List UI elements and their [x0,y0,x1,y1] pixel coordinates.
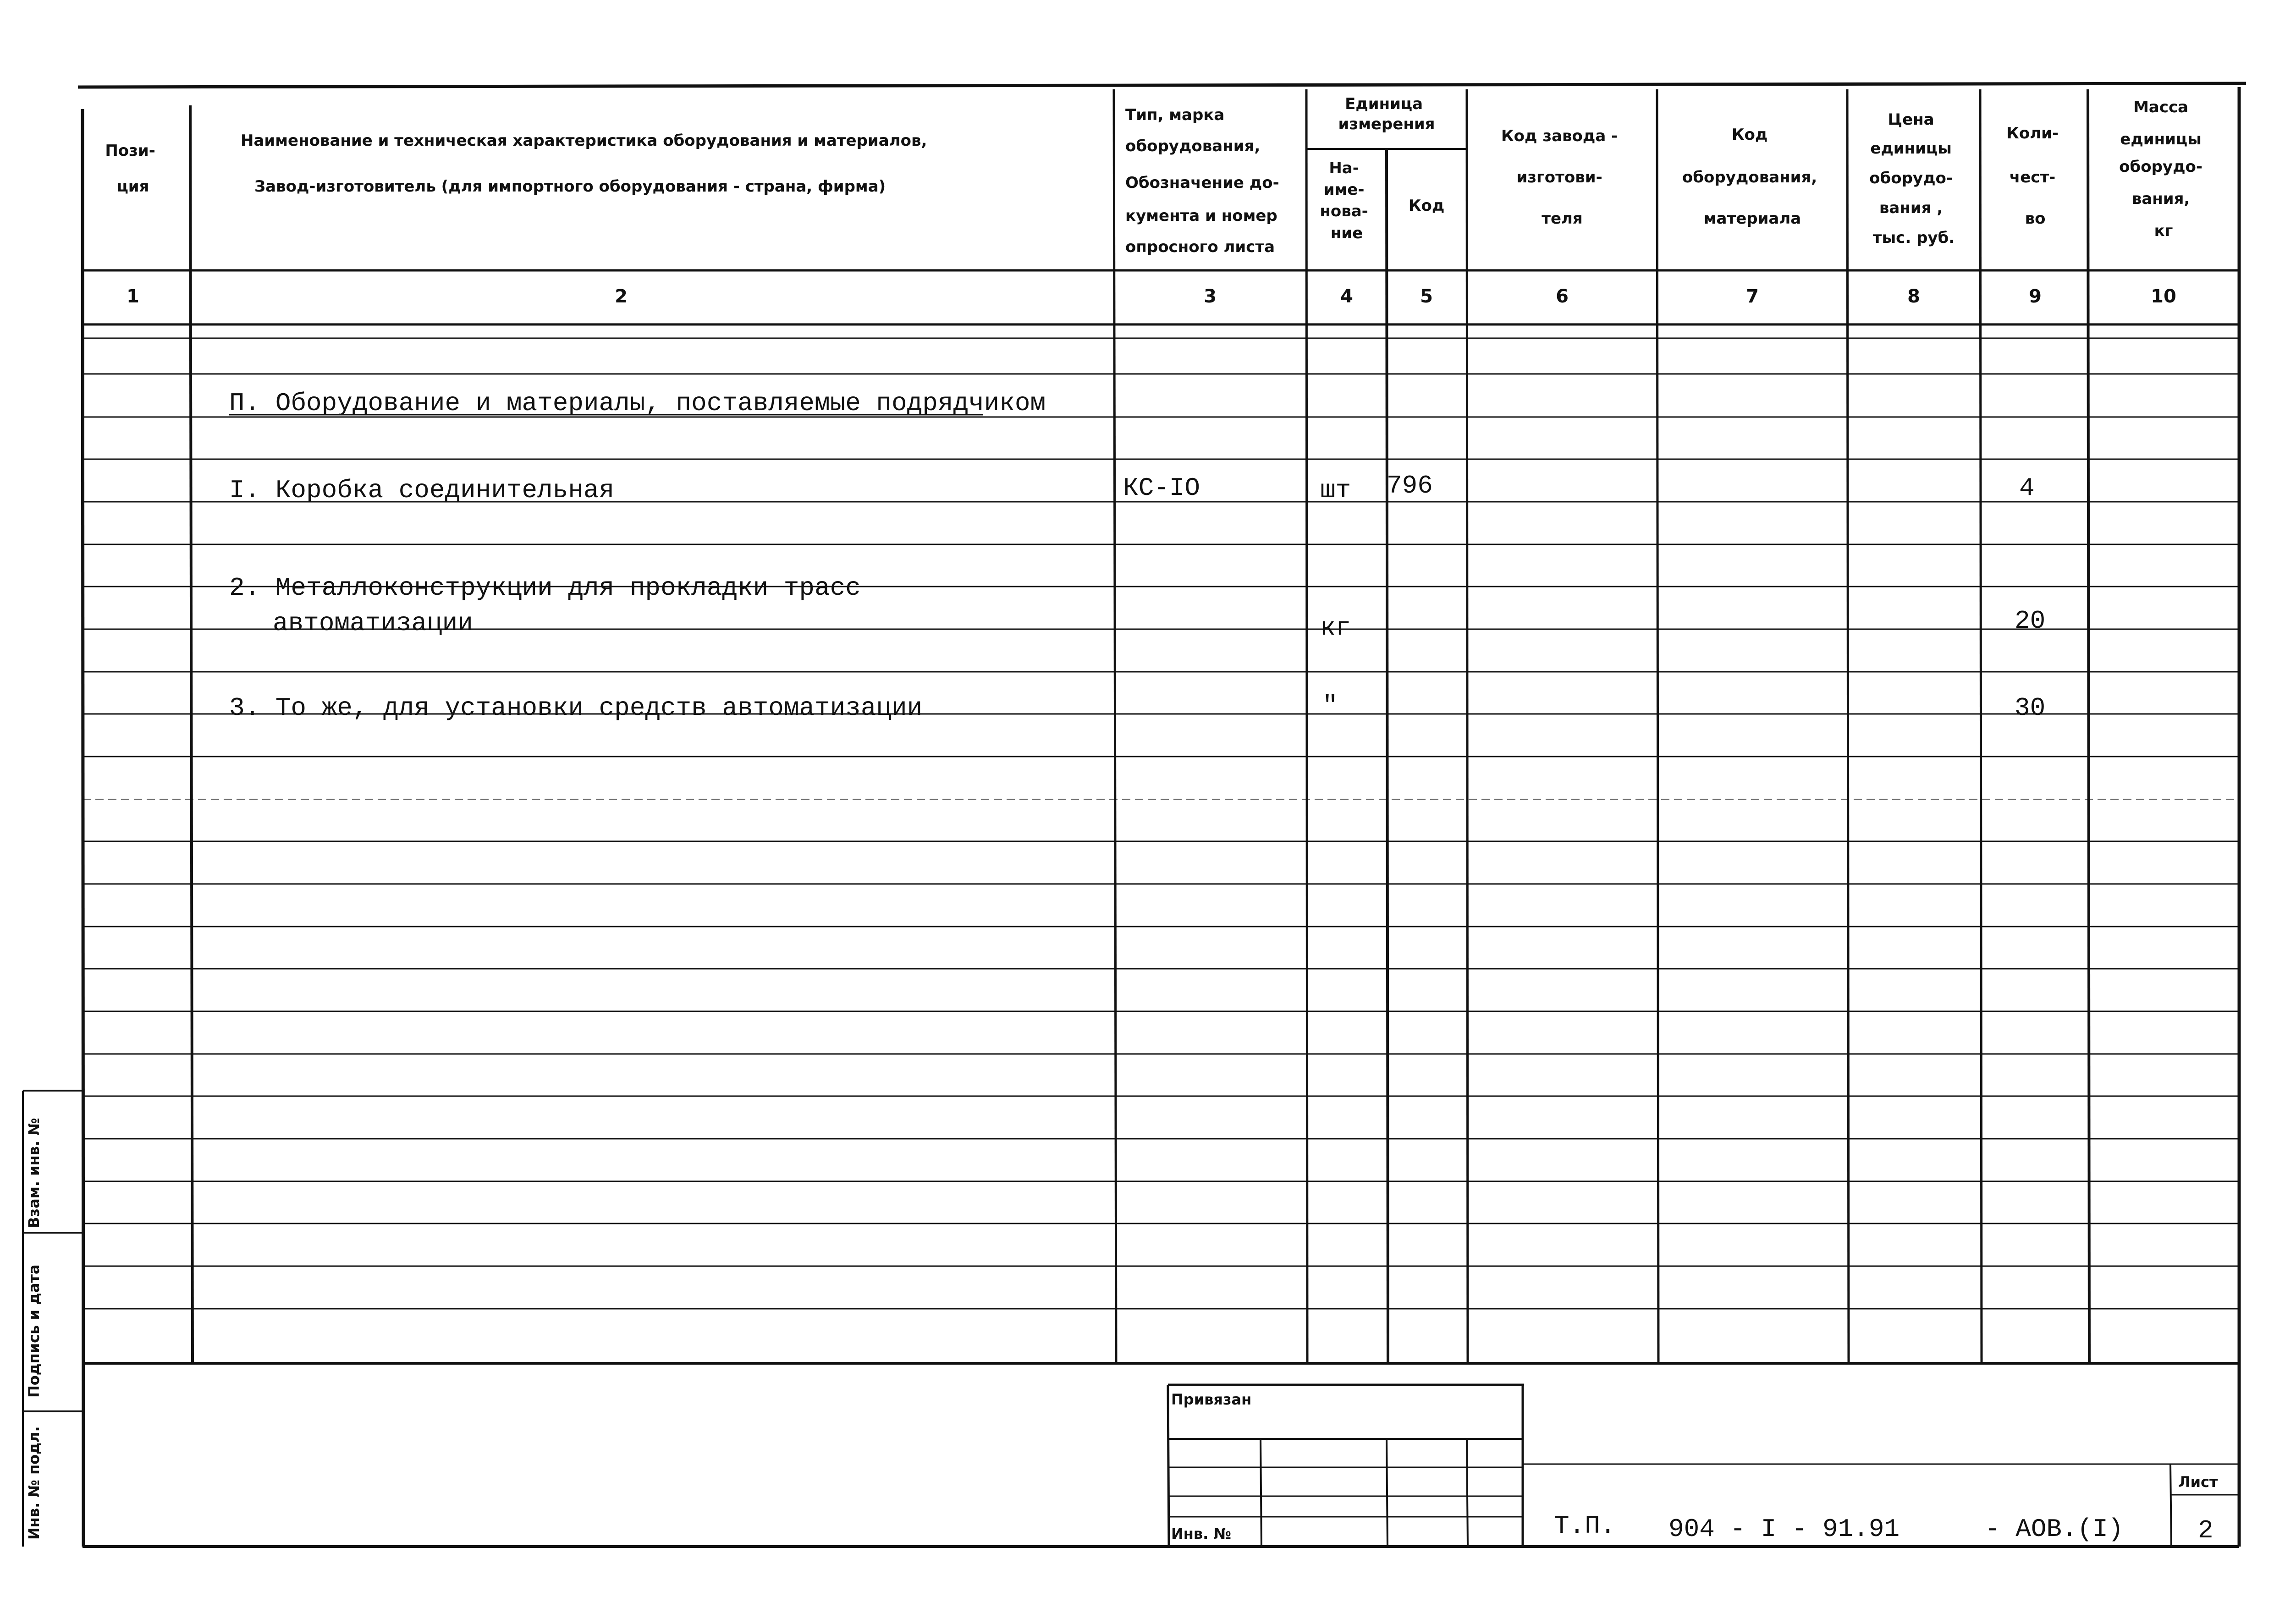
item1-quantity: 4 [2019,473,2035,503]
title-block [83,1385,2239,1547]
header-quantity: Коли- чест- во [2006,124,2059,228]
item1-name: I. Коробка соединительная [229,476,615,505]
stamp-sheet-label: Лист [2178,1473,2218,1491]
side-label-original-inv: Инв. № подл. [25,1426,43,1540]
header-unit-price: Цена единицы оборудо- вания , тыс. руб. [1869,110,1955,247]
column-number: 2 [615,286,628,307]
item3-unit: " [1322,691,1338,720]
stamp-project-suffix: - АОВ.(I) [1985,1514,2124,1544]
table-header [105,95,2208,256]
stamp-inv-label: Инв. № [1171,1525,1231,1542]
column-number: 3 [1204,286,1217,307]
stamp-project-code: 904 - I - 91.91 [1668,1514,1900,1544]
column-number: 1 [127,286,139,307]
item1-unit: шт [1320,476,1351,505]
stamp-project-prefix: Т.П. [1554,1511,1616,1541]
column-number: 6 [1556,286,1569,307]
column-number: 4 [1340,286,1353,307]
column-number: 9 [2029,286,2042,307]
side-label-signature-date: Подпись и дата [25,1264,43,1398]
column-number: 8 [1907,286,1920,307]
stamp-sheet-number: 2 [2198,1516,2213,1545]
header-factory-code: Код завода - изготови- теля [1501,127,1618,228]
header-unit-name: На- име- нова- ние [1320,159,1368,242]
header-name: Наименование и техническая характеристика оборудования и материалов, Завод-изготовитель (для импортного оборудования - страна, фирма) [241,132,927,196]
item2-name-line1: 2. Металлоконструкции для прокладки трасс [229,573,861,603]
column-number: 10 [2151,286,2176,307]
side-label-replaced-inv: Взам. инв. № [25,1118,43,1228]
item3-quantity: 30 [2015,693,2046,723]
column-numbers [127,286,2176,307]
item3-name: 3. То же, для установки средств автоматизации [229,693,923,723]
table-grid [78,83,2246,1547]
item1-unit-code: 796 [1387,471,1433,500]
header-type: Тип, марка оборудования, Обозначение до- кумента и номер опросного листа [1125,106,1279,256]
left-margin-strip [23,1091,83,1547]
header-unit-group: Единица измерения [1338,95,1435,133]
section-title: П. Оборудование и материалы, поставляемые подрядчиком [229,389,1046,418]
table-rows [229,389,2045,723]
item2-name-line2: автоматизации [273,609,473,638]
item1-type: КС-IO [1123,473,1200,503]
header-unit-mass: Масса единицы оборудо- вания, кг [2119,98,2203,240]
column-number: 7 [1746,286,1759,307]
header-unit-code: Код [1408,197,1445,215]
stamp-attached-label: Привязан [1171,1391,1252,1408]
item2-unit: кг [1320,613,1351,642]
item2-quantity: 20 [2015,606,2046,636]
header-position: Пози- ция [105,142,155,196]
header-equipment-code: Код оборудования, материала [1682,126,1817,228]
column-number: 5 [1420,286,1433,307]
